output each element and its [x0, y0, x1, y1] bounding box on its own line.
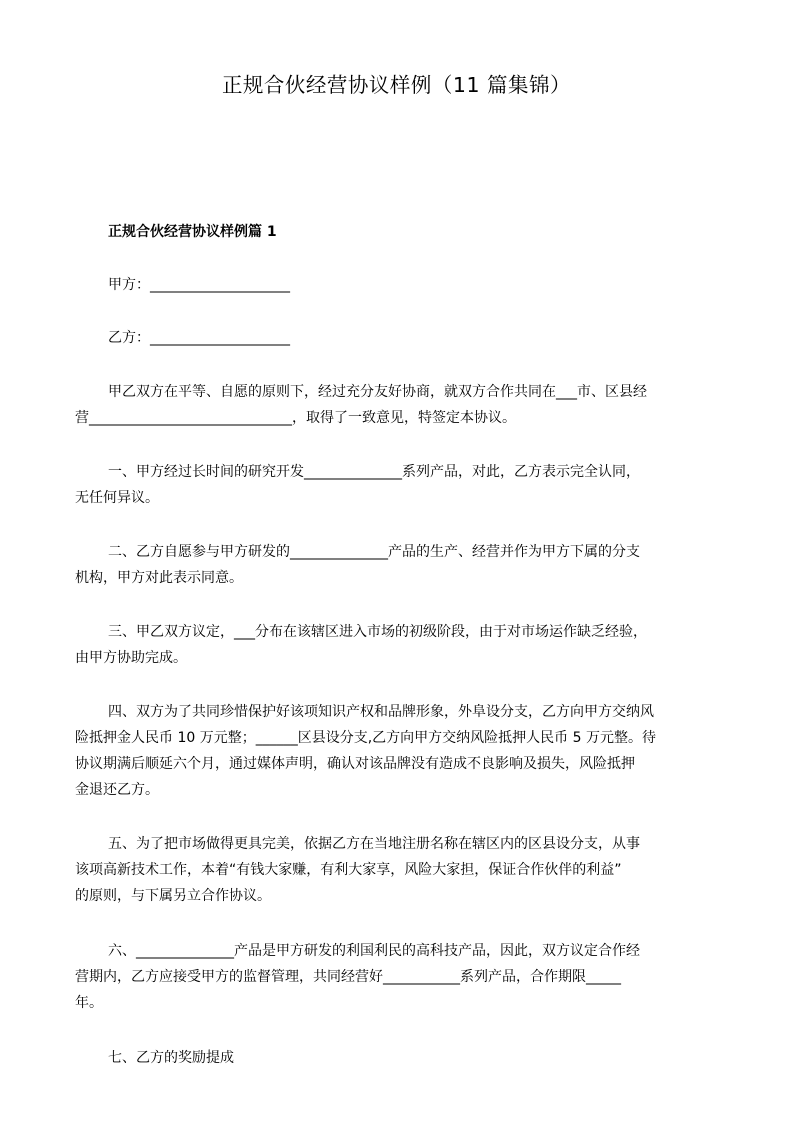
paragraph-line: 的原则，与下属另立合作协议。	[75, 888, 271, 904]
paragraph-line: 营期内，乙方应接受甲方的监督管理，共同经营好___________系列产品，合作期限_____	[75, 969, 621, 985]
paragraph-clause-4	[75, 699, 730, 803]
paragraph-clause-7	[75, 1045, 730, 1071]
paragraph-line: 六、______________产品是甲方研发的利国利民的高科技产品，因此，双方议定合作经	[108, 943, 640, 959]
paragraph-clause-6	[75, 938, 730, 1016]
paragraph-intro	[75, 379, 730, 431]
paragraph-clause-3	[75, 619, 730, 671]
paragraph-line: 无任何异议。	[75, 490, 159, 506]
paragraph-line: 三、甲乙双方议定，___分布在该辖区进入市场的初级阶段，由于对市场运作缺乏经验，	[108, 624, 647, 640]
paragraph-line: 该项高新技术工作，本着“有钱大家赚，有利大家享，风险大家担，保证合作伙伴的利益”	[75, 862, 622, 878]
paragraph-line: 机构，甲方对此表示同意。	[75, 570, 243, 586]
paragraph-line: 协议期满后顺延六个月，通过媒体声明，确认对该品牌没有造成不良影响及损失，风险抵押	[75, 756, 635, 772]
paragraph-line: 一、甲方经过长时间的研究开发______________系列产品，对此，乙方表示完全认同，	[108, 464, 640, 480]
paragraph-line: 七、乙方的奖励提成	[108, 1050, 234, 1066]
paragraph-line: 五、为了把市场做得更具完美，依据乙方在当地注册名称在辖区内的区县设分支，从事	[108, 836, 640, 852]
party-a-line: 甲方：____________________	[108, 277, 290, 293]
paragraph-line: 年。	[75, 995, 103, 1011]
paragraph-line: 险抵押金人民币 10 万元整；______区县设分支,乙方向甲方交纳风险抵押人民币 5 万元整。待	[75, 730, 656, 746]
paragraph-line: 金退还乙方。	[75, 782, 159, 798]
paragraph-clause-2	[75, 539, 730, 591]
paragraph-line: 四、双方为了共同珍惜保护好该项知识产权和品牌形象，外阜设分支，乙方向甲方交纳风	[108, 704, 654, 720]
party-b-line: 乙方：____________________	[108, 330, 290, 346]
paragraph-clause-1	[75, 459, 730, 511]
paragraph-line: 甲乙双方在平等、自愿的原则下，经过充分友好协商，就双方合作共同在___市、区县经	[108, 384, 647, 400]
paragraph-clause-5	[75, 831, 730, 909]
paragraph-line: 由甲方协助完成。	[75, 650, 187, 666]
document-title: 正规合伙经营协议样例（11 篇集锦）	[221, 73, 572, 97]
paragraph-line: 营_____________________________，取得了一致意见，特签定本协议。	[75, 410, 516, 426]
section-heading: 正规合伙经营协议样例篇 1	[108, 224, 277, 240]
paragraph-line: 二、乙方自愿参与甲方研发的______________产品的生产、经营并作为甲方下属的分支	[108, 544, 640, 560]
